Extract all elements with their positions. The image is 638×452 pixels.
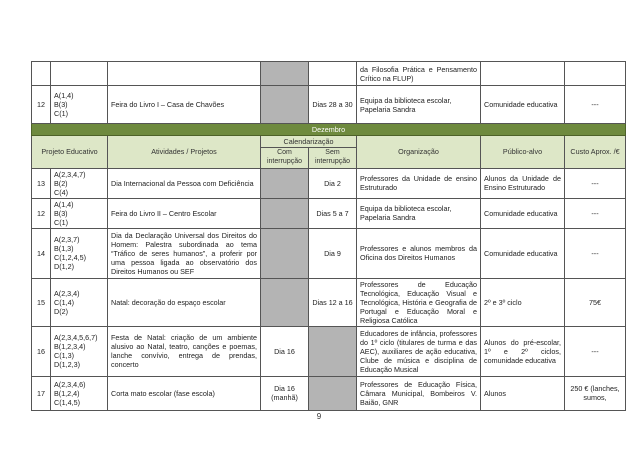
row-number: 16 xyxy=(32,326,51,376)
table-header-row xyxy=(32,136,626,148)
com-interrupcao-cell xyxy=(261,198,309,228)
publico-cell: 2º e 3º ciclo xyxy=(481,278,565,326)
header-organizacao: Organização xyxy=(357,136,481,169)
row-number: 12 xyxy=(32,198,51,228)
custo-cell: --- xyxy=(565,86,626,124)
row-number: 14 xyxy=(32,228,51,278)
atividade-cell: Dia da Declaração Universal dos Direitos do Homem: Palestra subordinada ao tema “Tráfico de seres humanos”, a proferir por uma pessoa ligada ao observatório dos Direitos Humanos ou SEF xyxy=(108,228,261,278)
organizacao-cell: Professores e alunos membros da Oficina dos Direitos Humanos xyxy=(357,228,481,278)
atividade-cell: Festa de Natal: criação de um ambiente alusivo ao Natal, teatro, canções e poemas, lanche convívio, entrega de prendas, concerto xyxy=(108,326,261,376)
organizacao-cell: Equipa da biblioteca escolar, Papelaria Sandra xyxy=(357,86,481,124)
publico-cell: Comunidade educativa xyxy=(481,86,565,124)
com-interrupcao-cell xyxy=(261,168,309,198)
projeto-cell: A(2,3,4,5,6,7) B(1,2,3,4) C(1,3) D(1,2,3) xyxy=(51,326,108,376)
custo-cell: 250 € (lanches, sumos, xyxy=(565,376,626,410)
table-row xyxy=(32,86,626,124)
projeto-cell: A(1,4) B(3) C(1) xyxy=(51,86,108,124)
custo-cell: --- xyxy=(565,326,626,376)
header-sem-interrupcao: Sem interrupção xyxy=(309,148,357,169)
atividade-cell: Feira do Livro I – Casa de Chavões xyxy=(108,86,261,124)
row-number: 13 xyxy=(32,168,51,198)
atividade-cell: Feira do Livro II – Centro Escolar xyxy=(108,198,261,228)
row-number: 12 xyxy=(32,86,51,124)
com-interrupcao-cell xyxy=(261,86,309,124)
organizacao-cell: da Filosofia Prática e Pensamento Crítico na FLUP) xyxy=(357,62,481,86)
sem-interrupcao-cell: Dia 9 xyxy=(309,228,357,278)
table-row xyxy=(32,278,626,326)
custo-cell: --- xyxy=(565,198,626,228)
atividade-cell: Natal: decoração do espaço escolar xyxy=(108,278,261,326)
header-com-interrupcao: Com interrupção xyxy=(261,148,309,169)
com-interrupcao-cell: Dia 16 xyxy=(261,326,309,376)
com-interrupcao-cell: Dia 16 (manhã) xyxy=(261,376,309,410)
month-label: Dezembro xyxy=(32,124,626,136)
custo-cell: --- xyxy=(565,168,626,198)
publico-cell: Alunos xyxy=(481,376,565,410)
custo-cell: 75€ xyxy=(565,278,626,326)
projeto-cell: A(2,3,4) C(1,4) D(2) xyxy=(51,278,108,326)
organizacao-cell: Professores da Unidade de ensino Estruturado xyxy=(357,168,481,198)
publico-cell: Comunidade educativa xyxy=(481,198,565,228)
atividade-cell: Dia Internacional da Pessoa com Deficiência xyxy=(108,168,261,198)
sem-interrupcao-cell: Dias 28 a 30 xyxy=(309,86,357,124)
table-row xyxy=(32,168,626,198)
sem-interrupcao-cell: Dia 2 xyxy=(309,168,357,198)
sem-interrupcao-cell: Dias 12 a 16 xyxy=(309,278,357,326)
sem-interrupcao-cell: Dias 5 a 7 xyxy=(309,198,357,228)
custo-cell: --- xyxy=(565,228,626,278)
row-number: 15 xyxy=(32,278,51,326)
table-row xyxy=(32,326,626,376)
projeto-cell: A(2,3,4,7) B(2) C(4) xyxy=(51,168,108,198)
header-custo: Custo Aprox. /€ xyxy=(565,136,626,169)
table-row xyxy=(32,228,626,278)
organizacao-cell: Professores de Educação Tecnológica, Educação Visual e Tecnológica, História e Geografia de Portugal e Educação Moral e Religiosa Católica xyxy=(357,278,481,326)
month-band xyxy=(32,124,626,136)
publico-cell: Alunos do pré-escolar, 1º e 2º ciclos, comunidade educativa xyxy=(481,326,565,376)
com-interrupcao-cell xyxy=(261,228,309,278)
header-projeto: Projeto Educativo xyxy=(32,136,108,169)
header-publico: Público-alvo xyxy=(481,136,565,169)
activities-table xyxy=(31,61,626,411)
atividade-cell: Corta mato escolar (fase escola) xyxy=(108,376,261,410)
row-number: 17 xyxy=(32,376,51,410)
sem-interrupcao-cell xyxy=(309,376,357,410)
table-row xyxy=(32,62,626,86)
header-calendarizacao: Calendarização xyxy=(261,136,357,148)
table-row xyxy=(32,198,626,228)
publico-cell: Comunidade educativa xyxy=(481,228,565,278)
header-atividades: Atividades / Projetos xyxy=(108,136,261,169)
organizacao-cell: Educadores de infância, professores do 1º ciclo (titulares de turma e das AEC), auxiliares de ação educativa, Clube de música e disciplina de Educação Musical xyxy=(357,326,481,376)
organizacao-cell: Professores de Educação Física, Câmara Municipal, Bombeiros V. Baião, GNR xyxy=(357,376,481,410)
sem-interrupcao-cell xyxy=(309,326,357,376)
projeto-cell: A(1,4) B(3) C(1) xyxy=(51,198,108,228)
organizacao-cell: Equipa da biblioteca escolar, Papelaria Sandra xyxy=(357,198,481,228)
projeto-cell: A(2,3,7) B(1,3) C(1,2,4,5) D(1,2) xyxy=(51,228,108,278)
page-number: 9 xyxy=(316,412,322,421)
com-interrupcao-cell xyxy=(261,278,309,326)
publico-cell: Alunos da Unidade de Ensino Estruturado xyxy=(481,168,565,198)
projeto-cell: A(2,3,4,6) B(1,2,4) C(1,4,5) xyxy=(51,376,108,410)
table-row xyxy=(32,376,626,410)
